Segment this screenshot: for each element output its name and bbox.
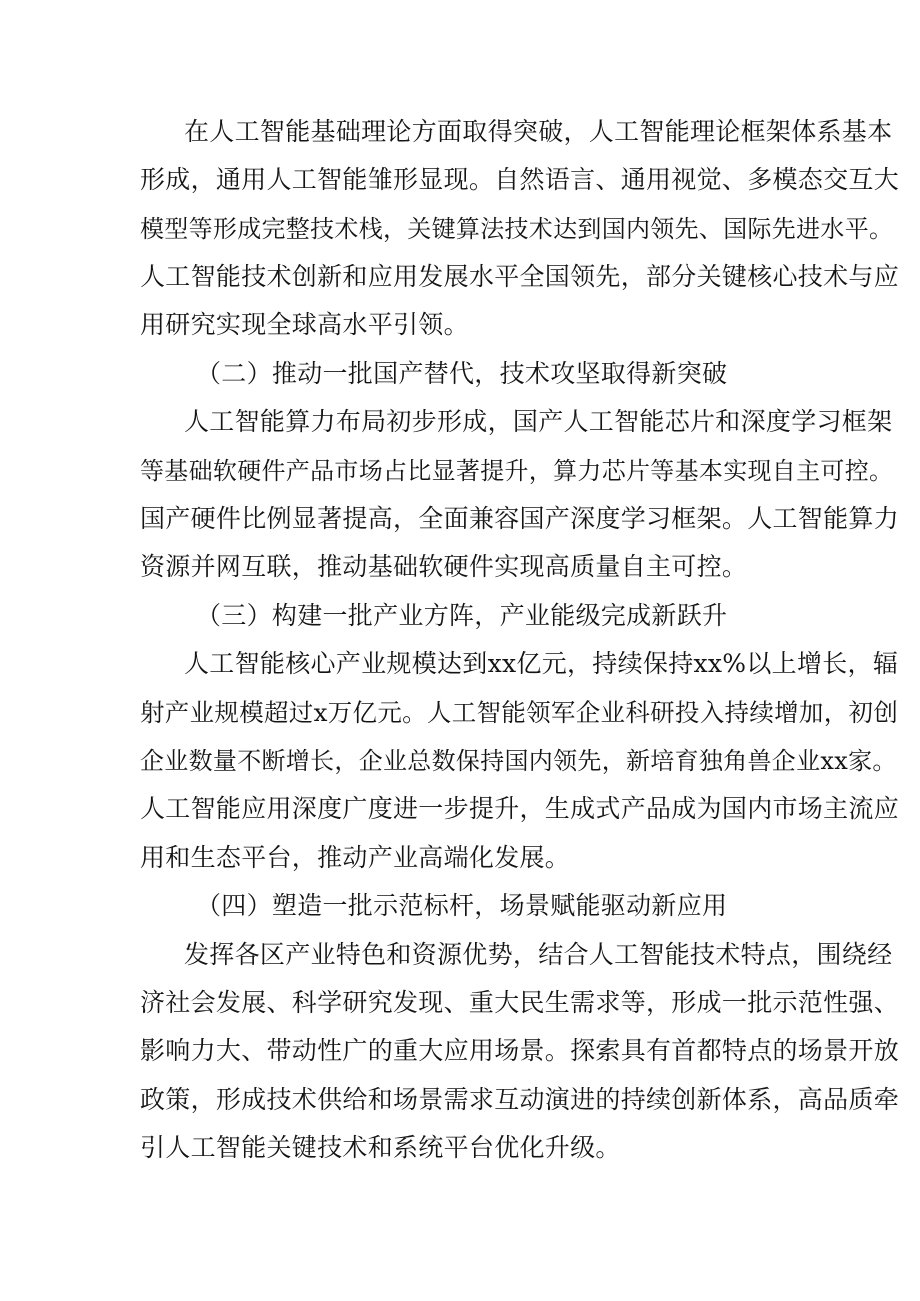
paragraph-line: 射产业规模超过x万亿元。人工智能领军企业科研投入持续增加，初创 (140, 698, 899, 727)
paragraph-line: 人工智能算力布局初步形成，国产人工智能芯片和深度学习框架 (184, 407, 893, 436)
paragraph-line: 影响力大、带动性广的重大应用场景。探索具有首都特点的场景开放 (140, 1036, 900, 1065)
paragraph-line: 发挥各区产业特色和资源优势，结合人工智能技术特点，围绕经 (184, 940, 893, 969)
paragraph-line: 在人工智能基础理论方面取得突破，人工智能理论框架体系基本 (184, 117, 893, 146)
section-heading: （四）塑造一批示范标杆，场景赋能驱动新应用 (196, 891, 728, 920)
section-heading: （二）推动一批国产替代，技术攻坚取得新突破 (196, 359, 728, 388)
paragraph-line: 人工智能核心产业规模达到xx亿元，持续保持xx%以上增长，辐 (184, 649, 899, 678)
paragraph-line: 济社会发展、科学研究发现、重大民生需求等，形成一批示范性强、 (140, 988, 900, 1017)
paragraph-line: 模型等形成完整技术栈，关键算法技术达到国内领先、国际先进水平。 (140, 215, 894, 243)
section-heading: （三）构建一批产业方阵，产业能级完成新跃升 (196, 601, 728, 630)
paragraph-line: 用研究实现全球高水平引领。 (140, 310, 469, 339)
paragraph-line: 企业数量不断增长，企业总数保持国内领先，新培育独角兽企业xx家。 (140, 747, 897, 775)
paragraph-line: 国产硬件比例显著提高，全面兼容国产深度学习框架。人工智能算力 (140, 504, 900, 533)
paragraph-line: 人工智能应用深度广度进一步提升，生成式产品成为国内市场主流应 (140, 794, 900, 823)
paragraph-line: 人工智能技术创新和应用发展水平全国领先，部分关键核心技术与应 (140, 262, 900, 291)
paragraph-line: 政策，形成技术供给和场景需求互动演进的持续创新体系，高品质牵 (140, 1085, 900, 1114)
paragraph-line: 资源并网互联，推动基础软硬件实现高质量自主可控。 (140, 552, 748, 581)
paragraph-line: 形成，通用人工智能雏形显现。自然语言、通用视觉、多模态交互大 (140, 165, 900, 194)
paragraph-line: 引人工智能关键技术和系统平台优化升级。 (140, 1133, 621, 1162)
paragraph-line: 用和生态平台，推动产业高端化发展。 (140, 843, 571, 872)
paragraph-line: 等基础软硬件产品市场占比显著提升，算力芯片等基本实现自主可控。 (140, 457, 894, 485)
